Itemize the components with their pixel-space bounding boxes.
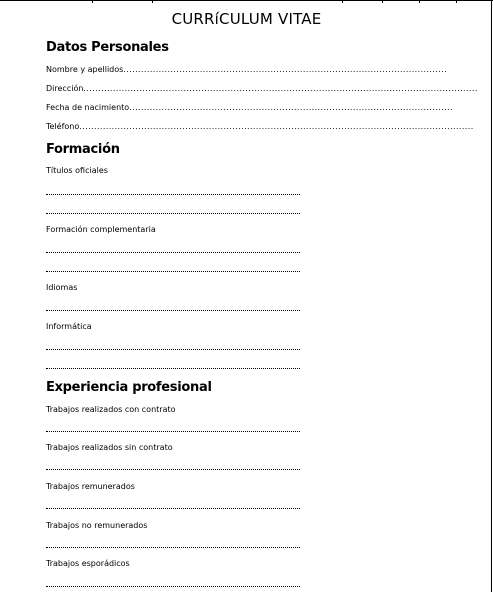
fill-line[interactable] bbox=[46, 349, 300, 350]
fill-line[interactable] bbox=[46, 586, 300, 587]
label-languages: Idiomas bbox=[46, 283, 78, 292]
top-tick bbox=[456, 0, 457, 3]
top-tick bbox=[342, 0, 343, 3]
label-paid-jobs: Trabajos remunerados bbox=[46, 482, 135, 491]
top-tick bbox=[152, 0, 153, 3]
field-address[interactable] bbox=[46, 84, 478, 94]
fill-line[interactable] bbox=[46, 431, 300, 432]
fill-dots: ...................................................................................................................................... bbox=[79, 122, 474, 131]
top-tick bbox=[419, 0, 420, 3]
fill-line[interactable] bbox=[46, 271, 300, 272]
field-label: Dirección bbox=[46, 84, 84, 93]
fill-line[interactable] bbox=[46, 547, 300, 548]
fill-line[interactable] bbox=[46, 368, 300, 369]
label-official-degrees: Títulos oficiales bbox=[46, 166, 108, 175]
fill-line[interactable] bbox=[46, 194, 300, 195]
label-unpaid-jobs: Trabajos no remunerados bbox=[46, 521, 148, 530]
fill-dots: ...................................................................................................................................... bbox=[83, 84, 478, 93]
label-computing: Informática bbox=[46, 322, 92, 331]
fill-line[interactable] bbox=[46, 469, 300, 470]
section-heading-personal: Datos Personales bbox=[46, 40, 169, 55]
fill-line[interactable] bbox=[46, 252, 300, 253]
fill-line[interactable] bbox=[46, 213, 300, 214]
fill-dots: .............................................................................................................. bbox=[129, 103, 453, 112]
fill-dots: .............................................................................................................. bbox=[123, 65, 448, 74]
label-complementary-training: Formación complementaria bbox=[46, 225, 156, 234]
field-birth-date[interactable] bbox=[46, 103, 453, 113]
field-label: Nombre y apellidos bbox=[46, 65, 124, 74]
right-border bbox=[491, 0, 492, 592]
field-label: Teléfono bbox=[46, 122, 80, 131]
fill-line[interactable] bbox=[46, 508, 300, 509]
section-heading-experience: Experiencia profesional bbox=[46, 380, 212, 395]
field-phone[interactable] bbox=[46, 122, 474, 132]
fill-line[interactable] bbox=[46, 310, 300, 311]
field-label: Fecha de nacimiento bbox=[46, 103, 130, 112]
section-heading-education: Formación bbox=[46, 142, 120, 157]
label-jobs-without-contract: Trabajos realizados sin contrato bbox=[46, 443, 173, 452]
top-tick bbox=[92, 0, 93, 3]
field-full-name[interactable] bbox=[46, 65, 448, 75]
label-occasional-jobs: Trabajos esporádicos bbox=[46, 559, 130, 568]
document-title: CURRíCULUM VITAE bbox=[171, 10, 322, 28]
top-tick bbox=[382, 0, 383, 3]
label-jobs-with-contract: Trabajos realizados con contrato bbox=[46, 405, 176, 414]
